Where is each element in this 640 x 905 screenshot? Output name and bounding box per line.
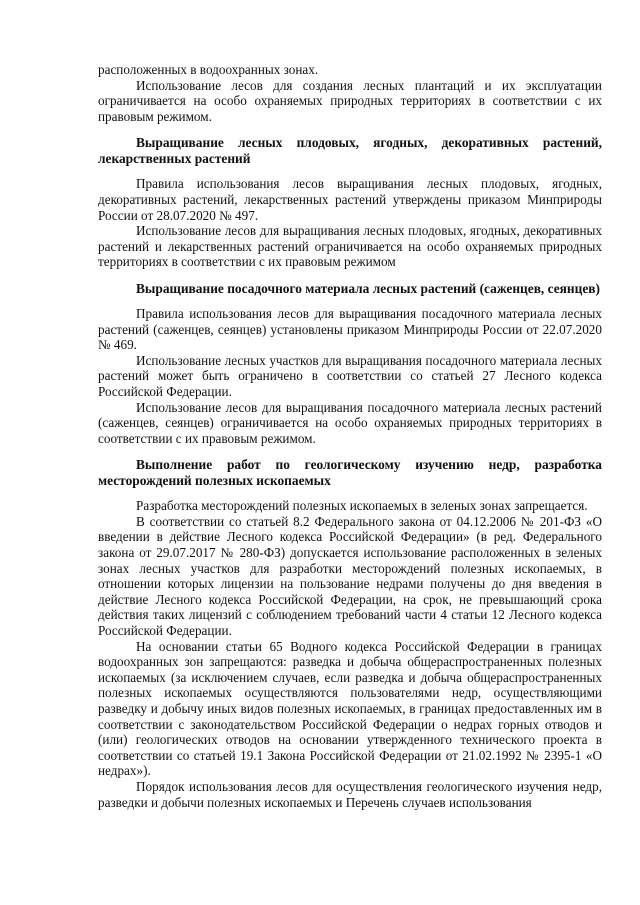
paragraph-fruit-plants-rules: Правила использования лесов выращивания лесных плодовых, ягодных, декоративных растений, лекарственных растений утверждены приказом Минприроды России от 28.07.2020 № 497. [98,176,602,223]
section-heading-planting-material: Выращивание посадочного материала лесных растений (саженцев, сеянцев) [136,280,600,296]
paragraph-plantations-restriction: Использование лесов для создания лесных плантаций и их эксплуатации ограничивается на особо охраняемых природных территориях в соответствии с их правовым режимом. [98,77,602,124]
paragraph-planting-material-rules: Правила использования лесов для выращивания посадочного материала лесных растений (саженцев, сеянцев) установлены приказом Минприроды России от 22.07.2020 № 469. [98,305,602,353]
paragraph-water-code-65: На основании статьи 65 Водного кодекса Российской Федерации в границах водоохранных зон запрещаются: разведка и добыча общераспространенных полезных ископаемых (за исключением случаев, если разведка и добыча общераспространенных полезных ископаемых осуществляются пользователями недр, осуществляющими разведку и добычу иных видов полезных ископаемых, в границах предоставленных им в соответствии с законодательством Российской Федерации о недрах горных отводов и (или) геологических отводов на основании утвержденного технического проекта в соответствии со статьей 19.1 Закона Российской Федерации от 21.02.1992 № 2395-1 «О недрах»). [98,638,602,779]
paragraph-mining-prohibited: Разработка месторождений полезных ископаемых в зеленых зонах запрещается. [136,498,588,514]
section-heading-fruit-plants: Выращивание лесных плодовых, ягодных, декоративных растений, лекарственных растений [98,135,602,167]
document-page [98,62,602,810]
paragraph-fruit-plants-restriction: Использование лесов для выращивания лесных плодовых, ягодных, декоративных растений и лекарственных растений ограничивается на особо охраняемых природных территориях в соответствии с их правовым режимом [98,223,602,270]
section-heading-geology: Выполнение работ по геологическому изучению недр, разработка месторождений полезных ископаемых [98,457,602,489]
paragraph-geology-procedure: Порядок использования лесов для осуществления геологического изучения недр, разведки и добычи полезных ископаемых и Перечень случаев использования [98,778,602,810]
paragraph-federal-law-8-2: В соответствии со статьей 8.2 Федерального закона от 04.12.2006 № 201-ФЗ «О введении в действие Лесного кодекса Российской Федерации» (в ред. Федерального закона от 29.07.2017 № 280-ФЗ) допускается использование расположенных в зеленых зонах лесных участков для разработки месторождений полезных ископаемых, в отношении которых лицензии на пользование недрами получены до дня введения в действие Лесного кодекса Российской Федерации, на срок, не превышающий срока действия таких лицензий с соблюдением требований части 4 статьи 12 Лесного кодекса Российской Федерации. [98,513,602,639]
paragraph-planting-material-limit: Использование лесных участков для выращивания посадочного материала лесных растений может быть ограничено в соответствии со статьей 27 Лесного кодекса Российской Федерации. [98,352,602,399]
paragraph-planting-material-restriction: Использование лесов для выращивания посадочного материала лесных растений (саженцев, сеянцев) ограничивается на особо охраняемых природных территориях в соответствии с их правовым режимом. [98,399,602,446]
paragraph-continuation: расположенных в водоохранных зонах. [98,62,319,77]
